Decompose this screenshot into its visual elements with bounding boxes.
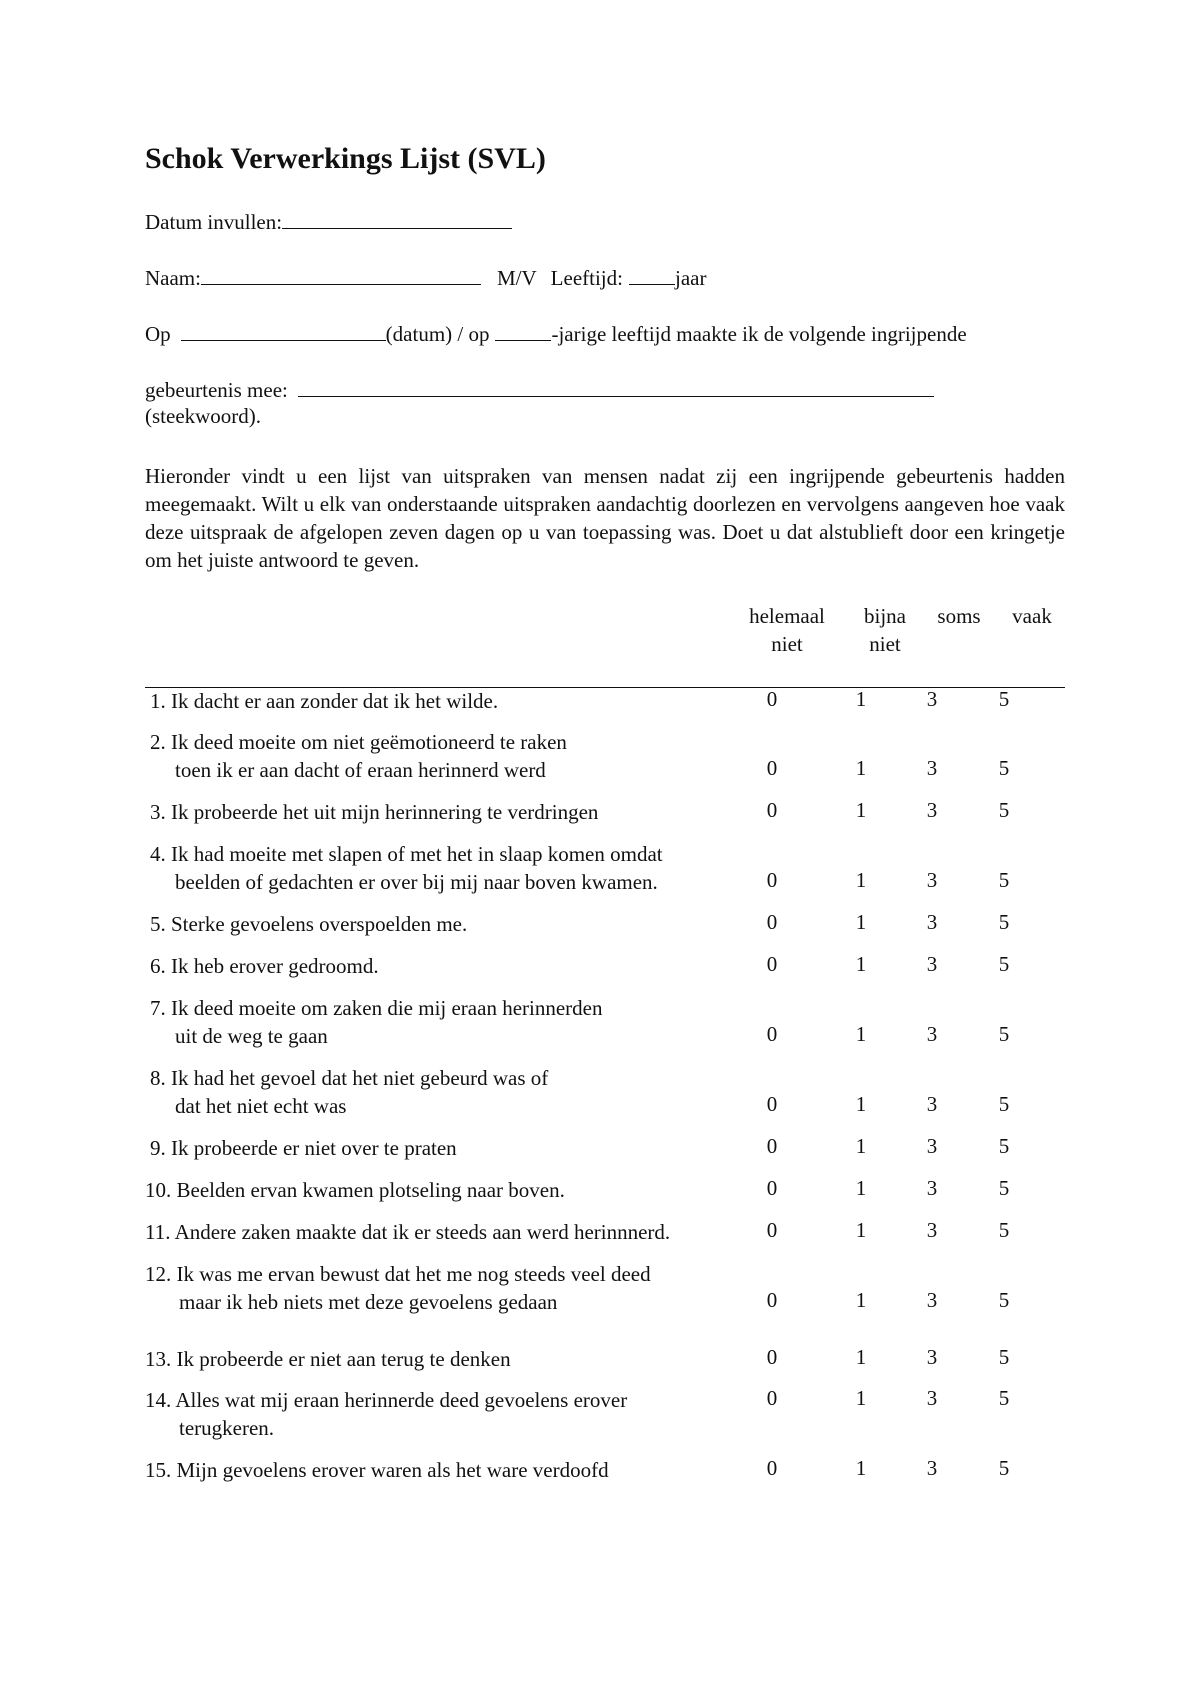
- score-option[interactable]: 0: [766, 1386, 778, 1410]
- score-option[interactable]: 1: [855, 1134, 867, 1158]
- item-text: Beelden ervan kwamen plotseling naar boven.: [171, 1178, 565, 1202]
- score-option[interactable]: 1: [855, 756, 867, 780]
- item-statement: [145, 1260, 651, 1316]
- item-number: 11.: [145, 1220, 171, 1244]
- score-option[interactable]: 0: [766, 798, 778, 822]
- score-option[interactable]: 5: [998, 1456, 1010, 1480]
- item-number: 3.: [150, 800, 166, 824]
- item-number: 13.: [145, 1347, 172, 1371]
- score-option[interactable]: 1: [855, 798, 867, 822]
- leeftijd-label: Leeftijd:: [550, 266, 623, 290]
- score-option[interactable]: 0: [766, 1134, 778, 1158]
- steekwoord-row: [145, 404, 261, 429]
- column-header-vaak: [982, 602, 1082, 630]
- item-line: [145, 1176, 565, 1204]
- item-statement: [150, 798, 598, 826]
- item-number: 14.: [145, 1388, 172, 1412]
- score-option[interactable]: 0: [766, 1218, 778, 1242]
- item-statement: [145, 1345, 511, 1373]
- item-text: Ik had moeite met slapen of met het in slaap komen omdat: [165, 842, 663, 866]
- item-text: Ik deed moeite om zaken die mij eraan herinnerden: [165, 996, 603, 1020]
- item-line: [150, 952, 379, 980]
- item-text: Sterke gevoelens overspoelden me.: [165, 912, 468, 936]
- score-option[interactable]: 1: [855, 687, 867, 711]
- item-number: 12.: [145, 1262, 172, 1286]
- item-number: 8.: [150, 1066, 166, 1090]
- score-option[interactable]: 5: [998, 687, 1010, 711]
- item-line: [150, 1064, 548, 1092]
- item-line: [150, 840, 663, 868]
- item-statement: [145, 1456, 609, 1484]
- item-number: 5.: [150, 912, 166, 936]
- item-statement: [145, 1176, 565, 1204]
- item-number: 4.: [150, 842, 166, 866]
- op-label: Op: [145, 322, 171, 346]
- item-text-continued: toen ik er aan dacht of eraan herinnerd werd: [175, 758, 546, 782]
- naam-row: [145, 264, 706, 291]
- score-option[interactable]: 0: [766, 756, 778, 780]
- score-option[interactable]: 5: [998, 798, 1010, 822]
- op-row: [145, 320, 967, 347]
- item-statement: [150, 687, 498, 715]
- item-statement: [145, 1386, 627, 1442]
- score-option[interactable]: 1: [855, 952, 867, 976]
- datum-field[interactable]: [282, 208, 512, 229]
- naam-field[interactable]: [201, 264, 481, 285]
- score-option[interactable]: 0: [766, 1092, 778, 1116]
- score-option[interactable]: 3: [926, 1134, 938, 1158]
- score-option[interactable]: 5: [998, 1386, 1010, 1410]
- score-option[interactable]: 0: [766, 1022, 778, 1046]
- item-line: [150, 1134, 457, 1162]
- op-datum-field[interactable]: [181, 320, 386, 341]
- item-statement: [150, 1064, 548, 1120]
- item-text: Mijn gevoelens erover waren als het ware verdoofd: [171, 1458, 609, 1482]
- score-option[interactable]: 3: [926, 798, 938, 822]
- score-option[interactable]: 5: [998, 910, 1010, 934]
- item-number: 7.: [150, 996, 166, 1020]
- item-statement: [150, 728, 567, 784]
- page-title: Schok Verwerkings Lijst (SVL): [145, 142, 546, 175]
- score-option[interactable]: 5: [998, 1134, 1010, 1158]
- item-text-continued: maar ik heb niets met deze gevoelens gedaan: [179, 1290, 558, 1314]
- score-option[interactable]: 3: [926, 1092, 938, 1116]
- column-header-line1: soms: [937, 604, 981, 628]
- item-line: [150, 910, 467, 938]
- item-text: Ik dacht er aan zonder dat ik het wilde.: [165, 689, 499, 713]
- item-text: Ik probeerde het uit mijn herinnering te verdringen: [165, 800, 599, 824]
- score-option[interactable]: 5: [998, 868, 1010, 892]
- item-text-continued: dat het niet echt was: [175, 1094, 347, 1118]
- score-option[interactable]: 0: [766, 910, 778, 934]
- score-option[interactable]: 3: [926, 1176, 938, 1200]
- score-option[interactable]: 0: [766, 1288, 778, 1312]
- item-text: Ik was me ervan bewust dat het me nog steeds veel deed: [171, 1262, 651, 1286]
- score-option[interactable]: 3: [926, 756, 938, 780]
- score-option[interactable]: 5: [998, 952, 1010, 976]
- steekwoord-label: (steekwoord).: [145, 404, 262, 428]
- item-statement: [145, 1218, 670, 1246]
- datum-label: Datum invullen:: [145, 210, 283, 234]
- score-option[interactable]: 5: [998, 1022, 1010, 1046]
- item-number: 15.: [145, 1458, 172, 1482]
- datum-paren-label: (datum) / op: [385, 322, 490, 346]
- score-option[interactable]: 5: [998, 756, 1010, 780]
- score-option[interactable]: 0: [766, 687, 778, 711]
- score-option[interactable]: 3: [926, 952, 938, 976]
- score-option[interactable]: 3: [926, 868, 938, 892]
- score-option[interactable]: 5: [998, 1092, 1010, 1116]
- jarige-field[interactable]: [495, 320, 551, 341]
- score-option[interactable]: 1: [855, 868, 867, 892]
- score-option[interactable]: 3: [926, 1022, 938, 1046]
- score-option[interactable]: 1: [855, 910, 867, 934]
- score-option[interactable]: 0: [766, 952, 778, 976]
- score-option[interactable]: 3: [926, 1218, 938, 1242]
- item-statement: [150, 910, 467, 938]
- naam-label: Naam:: [145, 266, 201, 290]
- item-number: 2.: [150, 730, 166, 754]
- item-statement: [150, 994, 602, 1050]
- score-option[interactable]: 5: [998, 1176, 1010, 1200]
- item-text: Ik probeerde er niet over te praten: [165, 1136, 457, 1160]
- score-option[interactable]: 3: [926, 910, 938, 934]
- sex-label[interactable]: M/V: [496, 266, 537, 290]
- gebeurtenis-label: gebeurtenis mee:: [145, 378, 288, 402]
- gebeurtenis-field[interactable]: [298, 376, 934, 397]
- item-line: [150, 728, 567, 756]
- score-option[interactable]: 3: [926, 1386, 938, 1410]
- item-number: 6.: [150, 954, 166, 978]
- score-option[interactable]: 1: [855, 1092, 867, 1116]
- score-option[interactable]: 0: [766, 1456, 778, 1480]
- score-option[interactable]: 5: [998, 1288, 1010, 1312]
- gebeurtenis-row: [145, 376, 934, 403]
- item-text: Alles wat mij eraan herinnerde deed gevoelens erover: [171, 1388, 628, 1412]
- column-header-line1: bijna: [864, 604, 906, 628]
- datum-row: [145, 208, 512, 235]
- score-option[interactable]: 1: [855, 1022, 867, 1046]
- item-line: [145, 1345, 511, 1373]
- column-header-helemaal-niet: [737, 602, 837, 658]
- item-statement: [150, 840, 663, 896]
- score-option[interactable]: 1: [855, 1218, 867, 1242]
- score-option[interactable]: 1: [855, 1288, 867, 1312]
- column-header-line2: niet: [869, 632, 901, 656]
- item-text: Ik deed moeite om niet geëmotioneerd te raken: [165, 730, 567, 754]
- score-option[interactable]: 0: [766, 1345, 778, 1369]
- item-line: [145, 1386, 627, 1414]
- column-header-line1: helemaal: [749, 604, 825, 628]
- score-option[interactable]: 1: [855, 1386, 867, 1410]
- jarige-text: -jarige leeftijd maakte ik de volgende ingrijpende: [551, 322, 967, 346]
- item-text-continued: terugkeren.: [179, 1416, 275, 1440]
- item-number: 1.: [150, 689, 166, 713]
- score-option[interactable]: 1: [855, 1176, 867, 1200]
- jaar-label: jaar: [674, 266, 707, 290]
- instructions-paragraph: Hieronder vindt u een lijst van uitspraken van mensen nadat zij een ingrijpende gebeurtenis hadden meegemaakt. Wilt u elk van onderstaande uitspraken aandachtig doorlezen en vervolgens aangeven hoe vaak deze uitspraak de afgelopen zeven dagen op u van toepassing was. Doet u dat alstublieft door een kringetje om het juiste antwoord te geven.: [145, 464, 1065, 572]
- column-header-line1: vaak: [1012, 604, 1052, 628]
- column-header-line2: niet: [771, 632, 803, 656]
- item-line: [145, 1260, 651, 1288]
- item-text: Andere zaken maakte dat ik er steeds aan werd herinnnerd.: [170, 1220, 671, 1244]
- item-line: [145, 1218, 670, 1246]
- item-number: 10.: [145, 1178, 172, 1202]
- score-option[interactable]: 1: [855, 1456, 867, 1480]
- leeftijd-field[interactable]: [629, 264, 675, 285]
- item-number: 9.: [150, 1136, 166, 1160]
- item-text-continued: beelden of gedachten er over bij mij naar boven kwamen.: [175, 870, 658, 894]
- item-line: [150, 798, 598, 826]
- score-option[interactable]: 5: [998, 1345, 1010, 1369]
- item-text-continued: uit de weg te gaan: [175, 1024, 328, 1048]
- item-text: Ik had het gevoel dat het niet gebeurd was of: [165, 1066, 549, 1090]
- item-statement: [150, 1134, 457, 1162]
- item-line: [145, 1456, 609, 1484]
- item-text: Ik heb erover gedroomd.: [165, 954, 379, 978]
- item-line: [150, 687, 498, 715]
- score-option[interactable]: 3: [926, 1456, 938, 1480]
- score-option[interactable]: 3: [926, 1288, 938, 1312]
- score-option[interactable]: 0: [766, 868, 778, 892]
- score-option[interactable]: 1: [855, 1345, 867, 1369]
- item-statement: [150, 952, 379, 980]
- score-option[interactable]: 5: [998, 1218, 1010, 1242]
- item-line: [150, 994, 602, 1022]
- score-option[interactable]: 3: [926, 687, 938, 711]
- score-option[interactable]: 3: [926, 1345, 938, 1369]
- item-text: Ik probeerde er niet aan terug te denken: [171, 1347, 511, 1371]
- score-option[interactable]: 0: [766, 1176, 778, 1200]
